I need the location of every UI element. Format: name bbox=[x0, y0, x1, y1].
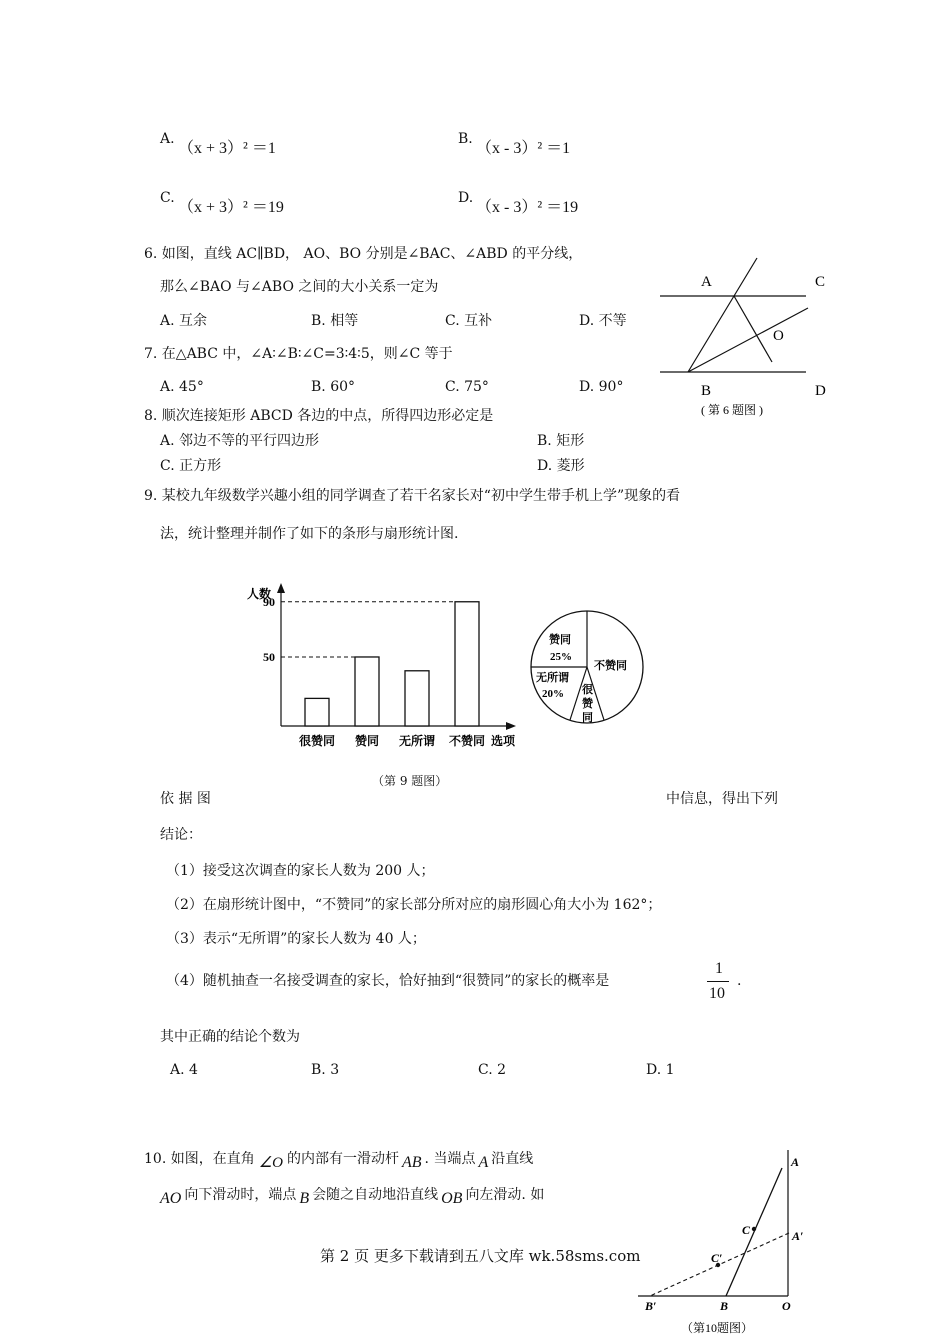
q9-option-c: C. 2 bbox=[478, 1062, 507, 1078]
q9-caption: （第 9 题图） bbox=[372, 774, 448, 788]
q9-item-4-end: . bbox=[737, 973, 742, 989]
q6-option-c: C. 互补 bbox=[445, 313, 493, 329]
pie-label-zantong: 赞同 bbox=[549, 634, 571, 646]
q9-option-a: A. 4 bbox=[170, 1062, 198, 1078]
label-b-prime: B′ bbox=[645, 1299, 657, 1313]
q9-item-4: （4）随机抽查一名接受调查的家长，恰好抽到“很赞同”的家长的概率是 bbox=[166, 973, 610, 989]
q6-option-b: B. 相等 bbox=[311, 313, 359, 329]
label-c: C bbox=[815, 274, 826, 290]
x-tick-label-3: 不赞同 bbox=[448, 734, 486, 748]
q5-option-d-expr: （x - 3）² ＝19 bbox=[476, 199, 579, 216]
q8-option-d: D. 菱形 bbox=[537, 458, 585, 474]
q10-b: B bbox=[299, 1190, 310, 1207]
point-c bbox=[752, 1227, 756, 1231]
q10-text-1: 10. 如图，在直角 bbox=[144, 1151, 255, 1167]
q9-option-d: D. 1 bbox=[646, 1062, 675, 1078]
q7-option-c: C. 75° bbox=[445, 379, 489, 395]
label-o: O bbox=[773, 328, 784, 344]
q5-option-c-expr: （x + 3）² ＝19 bbox=[178, 199, 284, 216]
q7-option-d: D. 90° bbox=[579, 379, 624, 395]
q6-stem-line2: 那么∠BAO 与∠ABO 之间的大小关系一定为 bbox=[160, 279, 439, 295]
x-tick-label-0: 很赞同 bbox=[298, 734, 336, 748]
q9-conclusion-heading: 结论： bbox=[160, 827, 202, 843]
x-axis-label: 选项 bbox=[491, 734, 516, 748]
q6-stem-line1: 6. 如图，直线 AC∥BD， AO、BO 分别是∠BAC、∠ABD 的平分线， bbox=[144, 246, 583, 262]
rod-ab bbox=[726, 1168, 782, 1296]
pie-label-buzantong: 不赞同 bbox=[594, 660, 627, 672]
pie-pct-zantong: 25% bbox=[550, 651, 572, 663]
q9-question: 其中正确的结论个数为 bbox=[160, 1029, 300, 1045]
q8-option-a: A. 邻边不等的平行四边形 bbox=[160, 433, 320, 449]
q7-option-b: B. 60° bbox=[311, 379, 356, 395]
q10-text-2: 的内部有一滑动杆 bbox=[287, 1151, 399, 1167]
label-a: A bbox=[701, 274, 712, 290]
q9-item-1: （1）接受这次调查的家长人数为 200 人； bbox=[166, 863, 435, 879]
q10-text-7: 向左滑动. 如 bbox=[465, 1187, 545, 1203]
label-b: B bbox=[720, 1299, 729, 1313]
q9-stem-line1: 9. 某校九年级数学兴趣小组的同学调查了若干名家长对“初中学生带手机上学”现象的看 bbox=[144, 488, 681, 504]
fraction-numerator: 1 bbox=[715, 960, 723, 977]
q9-basis-right: 中信息，得出下列 bbox=[666, 791, 778, 807]
q8-option-b: B. 矩形 bbox=[537, 433, 585, 449]
q5-option-a-expr: （x + 3）² ＝1 bbox=[178, 140, 276, 157]
label-a-prime: A′ bbox=[792, 1229, 804, 1243]
label-b: B bbox=[701, 383, 712, 399]
q8-option-c: C. 正方形 bbox=[160, 458, 222, 474]
pie-label-wusuowei: 无所谓 bbox=[536, 672, 569, 684]
q10-text-5: 向下滑动时，端点 bbox=[184, 1187, 297, 1203]
y-axis-label: 人数 bbox=[247, 587, 272, 601]
q7-stem: 7. 在△ABC 中，∠A∶∠B∶∠C=3∶4∶5，则∠C 等于 bbox=[144, 346, 453, 362]
y-tick-label-1: 90 bbox=[263, 594, 275, 609]
q6-option-a: A. 互余 bbox=[160, 313, 208, 329]
pie-label-hen-3: 同 bbox=[582, 712, 593, 724]
q9-item-3: （3）表示“无所谓”的家长人数为 40 人； bbox=[166, 931, 426, 947]
q10-text-3: . 当端点 bbox=[424, 1151, 476, 1167]
q7-option-a: A. 45° bbox=[160, 379, 204, 395]
label-o: O bbox=[782, 1299, 791, 1313]
label-c: C bbox=[742, 1223, 751, 1237]
q10-caption: （第10题图） bbox=[681, 1321, 754, 1335]
q5-option-c-label: C. bbox=[160, 190, 175, 206]
q8-stem: 8. 顺次连接矩形 ABCD 各边的中点，所得四边形必定是 bbox=[144, 408, 494, 424]
q9-stem-line2: 法，统计整理并制作了如下的条形与扇形统计图. bbox=[160, 526, 459, 542]
q6-caption: ( 第 6 题图 ) bbox=[701, 403, 763, 417]
fraction-denominator: 10 bbox=[709, 985, 725, 1002]
q6-option-d: D. 不等 bbox=[579, 313, 627, 329]
q9-item-2: （2）在扇形统计图中，“不赞同”的家长部分所对应的扇形圆心角大小为 162°； bbox=[166, 897, 662, 913]
pie-label-hen-2: 赞 bbox=[582, 698, 593, 710]
q5-option-b-label: B. bbox=[458, 131, 473, 147]
q5-option-d-label: D. bbox=[458, 190, 474, 206]
y-tick-label-0: 50 bbox=[263, 649, 275, 664]
q9-basis-left: 依 据 图 bbox=[160, 791, 211, 807]
q10-ao: AO bbox=[160, 1190, 182, 1207]
label-a: A bbox=[791, 1155, 800, 1169]
page-footer: 第 2 页 更多下载请到五八文库 wk.58sms.com bbox=[320, 1247, 641, 1265]
q10-text-6: 会随之自动地沿直线 bbox=[312, 1187, 439, 1203]
q5-option-a-label: A. bbox=[160, 131, 175, 147]
q9-option-b: B. 3 bbox=[311, 1062, 340, 1078]
q10-ob: OB bbox=[441, 1190, 463, 1207]
x-tick-label-1: 赞同 bbox=[354, 734, 380, 748]
q10-ab: AB bbox=[402, 1154, 422, 1171]
q10-angle-o: ∠O bbox=[258, 1155, 283, 1171]
q10-text-4: 沿直线 bbox=[491, 1151, 534, 1167]
q10-a: A bbox=[478, 1154, 489, 1171]
pie-label-hen-1: 很 bbox=[582, 684, 593, 696]
q5-option-b-expr: （x - 3）² ＝1 bbox=[476, 140, 571, 157]
label-c-prime: C′ bbox=[711, 1251, 723, 1265]
pie-pct-wusuowei: 20% bbox=[542, 688, 564, 700]
label-d: D bbox=[815, 383, 826, 399]
x-tick-label-2: 无所谓 bbox=[398, 734, 436, 748]
